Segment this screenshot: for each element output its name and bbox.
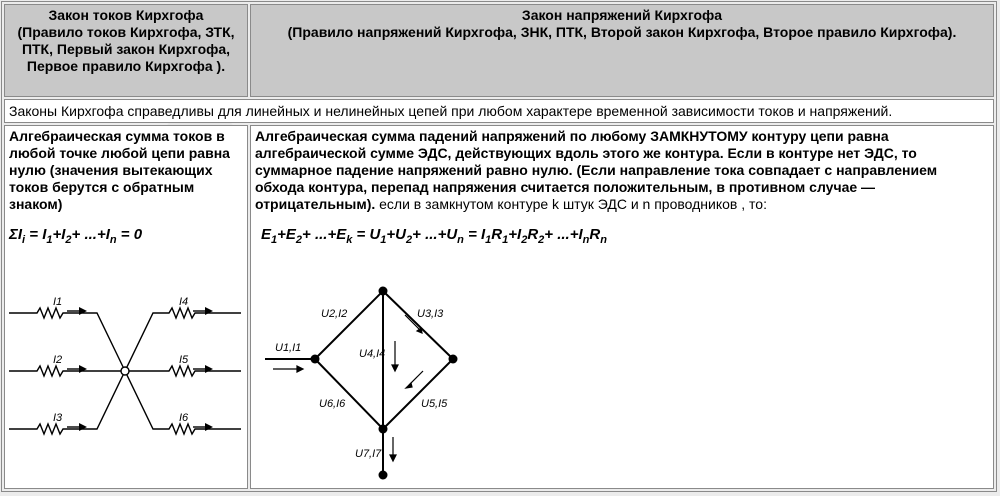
label-u4i4: U4,I4: [359, 348, 386, 360]
right-title: Закон напряжений Кирхгофа: [521, 7, 723, 23]
right-description-normal: если в замкнутом контуре k штук ЭДС и n проводников , то:: [375, 196, 767, 212]
left-body: [4, 125, 248, 489]
right-body: [250, 125, 994, 489]
voltage-loop-diagram: [255, 257, 495, 481]
left-subtitle: (Правило токов Кирхгофа, ЗТК, ПТК, Первый закон Кирхгофа, Первое правило Кирхгофа ).: [17, 24, 235, 74]
node-end: [379, 471, 388, 480]
right-formula: $E_1+E_2+ ...+E_k = U_1+U_2+ ...+U_n = I_1R_1+I_2R_2+ ...+I_nR_n$: [261, 226, 607, 246]
note-row: [4, 99, 994, 123]
left-description: Алгебраическая сумма токов в любой точке любой цепи равна нулю (значения вытекающих токов берутся с обратным знаком): [9, 128, 230, 212]
node-bottom: [379, 425, 388, 434]
left-formula: $\Sigma I_i = I_1+I_2+ ...+I_n = 0$: [9, 226, 143, 246]
right-subtitle: (Правило напряжений Кирхгофа, ЗНК, ПТК, Второй закон Кирхгофа, Второе правило Кирхгофа).: [287, 24, 957, 40]
label-i6: I6: [179, 412, 189, 424]
label-i2: I2: [53, 354, 63, 366]
label-u2i2: U2,I2: [321, 308, 348, 320]
label-u1i1: U1,I1: [275, 342, 302, 354]
right-description: [255, 128, 989, 213]
label-i5: I5: [179, 354, 189, 366]
right-header: [250, 4, 994, 97]
right-description-bold: Алгебраическая сумма падений напряжений по любому ЗАМКНУТОМУ контуру цепи равна алгебраической сумме ЭДС, действующих вдоль этого же контура. Если в контуре нет ЭДС, то суммарное падение напряжений равно нулю. (Если направление тока совпадает с направлением обхода контура, перепад напряжения считается положительным, в противном случае — отрицательным).: [255, 128, 938, 212]
node-left: [311, 355, 320, 364]
current-junction-diagram: [9, 293, 241, 453]
node-right: [449, 355, 458, 364]
label-u5i5: U5,I5: [421, 398, 448, 410]
label-u3i3: U3,I3: [417, 308, 444, 320]
node-top: [379, 287, 388, 296]
left-header: [4, 4, 248, 97]
label-i4: I4: [179, 296, 189, 308]
junction-node: [121, 367, 129, 375]
label-u6i6: U6,I6: [319, 398, 346, 410]
note-text: Законы Кирхгофа справедливы для линейных и нелинейных цепей при любом характере временной зависимости токов и напряжений.: [9, 103, 893, 119]
left-title: Закон токов Кирхгофа: [48, 7, 204, 23]
label-u7i7: U7,I7: [355, 448, 382, 460]
kirchhoff-table: [1, 1, 997, 492]
label-i1: I1: [53, 296, 63, 308]
label-i3: I3: [53, 412, 63, 424]
